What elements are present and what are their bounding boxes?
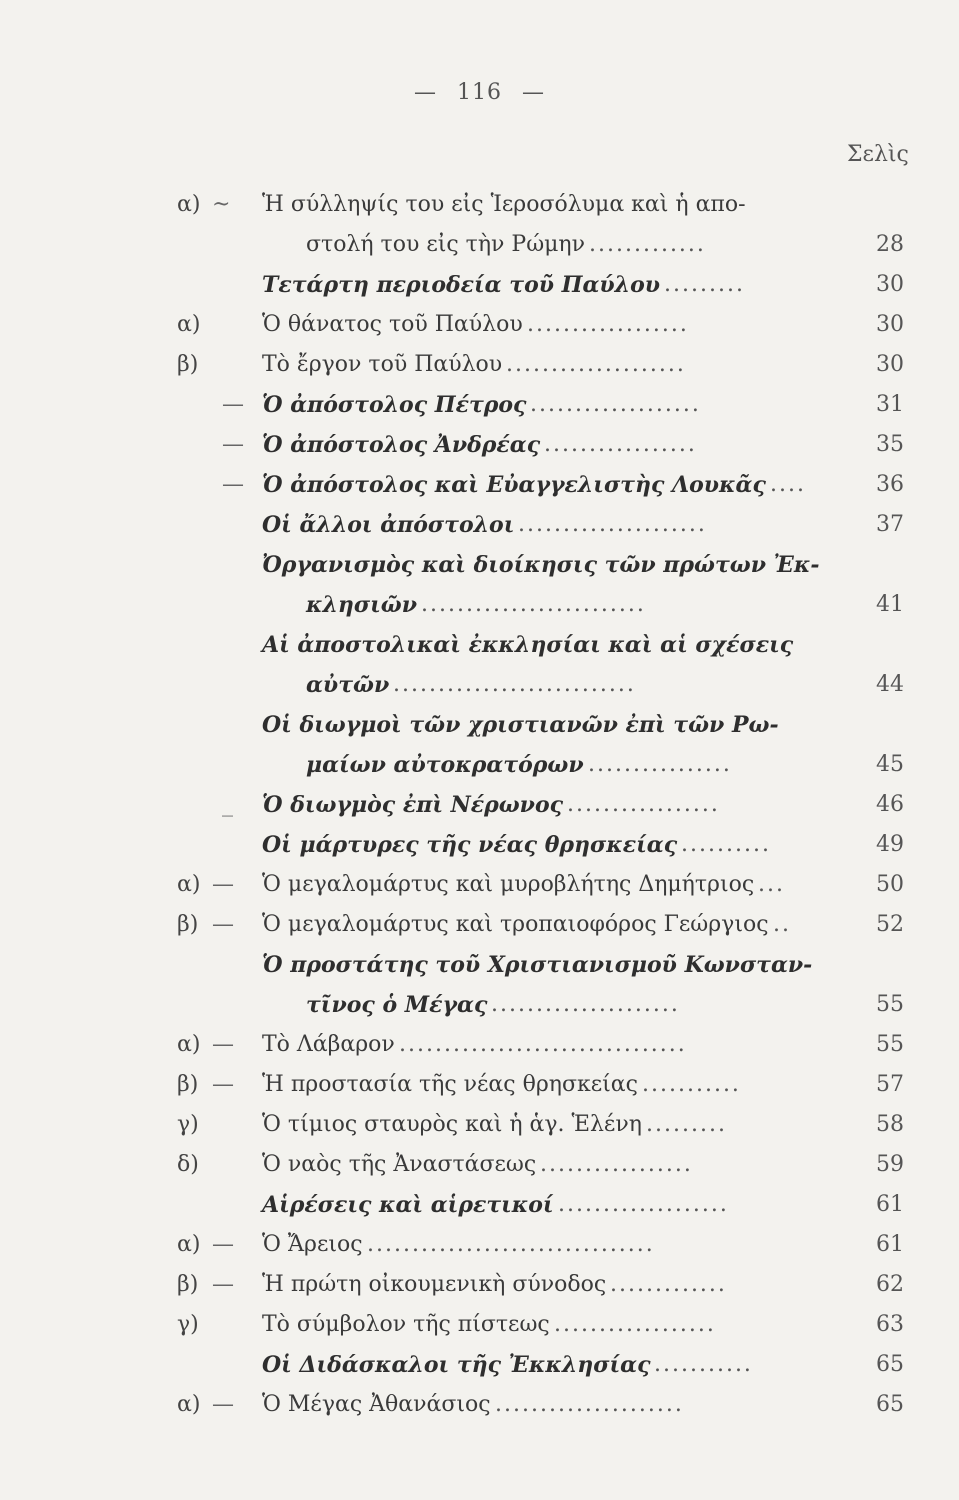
- margin-mark: —: [212, 912, 234, 937]
- dot-leader: ...........................: [393, 672, 636, 697]
- toc-entry-title: Ἡ προστασία τῆς νέας θρησκείας: [262, 1072, 638, 1097]
- dot-leader: ..........: [681, 832, 771, 857]
- toc-entry-title: Αἱ ἀποστολικαὶ ἐκκλησίαι καὶ αἱ σχέσεις: [262, 632, 794, 658]
- toc-entry-page: 44: [876, 672, 904, 697]
- dot-leader: .................: [544, 432, 697, 457]
- toc-entry-page: 35: [876, 432, 904, 457]
- toc-entry-title: μαίων αὐτοκρατόρων: [306, 752, 584, 778]
- dot-leader: ..................: [554, 1312, 716, 1337]
- toc-entry-label: α): [177, 1032, 201, 1057]
- toc-entry-page: 37: [876, 512, 904, 537]
- dot-leader: ................................: [399, 1032, 687, 1057]
- toc-entry: [0, 1025, 959, 1065]
- toc-entry: [0, 1385, 959, 1425]
- toc-entry-page: 61: [876, 1192, 904, 1217]
- toc-entry-label: α): [177, 312, 201, 337]
- toc-entry-page: 30: [876, 272, 904, 297]
- toc-entry: [0, 945, 959, 985]
- margin-mark: —: [212, 1272, 234, 1297]
- toc-entry-title: Οἱ Διδάσκαλοι τῆς Ἐκκλησίας: [262, 1352, 651, 1378]
- toc-entry-title: Ὁ τίμιος σταυρὸς καὶ ἡ ἁγ. Ἑλένη: [262, 1112, 642, 1137]
- dot-leader: ................................: [367, 1232, 655, 1257]
- table-of-contents: [0, 185, 959, 1425]
- dot-leader: ...................: [530, 392, 701, 417]
- toc-entry-title: Ἡ πρώτη οἰκουμενικὴ σύνοδος: [262, 1272, 607, 1297]
- dot-leader: .....................: [491, 992, 680, 1017]
- toc-entry-title: τῖνος ὁ Μέγας: [306, 992, 488, 1018]
- dot-leader: .................: [567, 792, 720, 817]
- margin-mark: _: [222, 792, 233, 817]
- toc-entry-page: 49: [876, 832, 904, 857]
- page-number-value: 116: [457, 80, 502, 105]
- toc-entry-title: αὐτῶν: [306, 672, 390, 698]
- toc-entry-title: Ὀργανισμὸς καὶ διοίκησις τῶν πρώτων Ἐκ-: [262, 552, 820, 578]
- page-number: [0, 80, 959, 105]
- toc-entry: [0, 345, 959, 385]
- toc-entry: [0, 1305, 959, 1345]
- dot-leader: .........: [664, 272, 745, 297]
- toc-entry-label: α): [177, 1232, 201, 1257]
- toc-entry-title: Τὸ Λάβαρον: [262, 1032, 395, 1057]
- toc-entry-title: Ὁ θάνατος τοῦ Παύλου: [262, 312, 523, 337]
- toc-entry: [0, 585, 959, 625]
- margin-mark: —: [212, 1072, 234, 1097]
- dot-leader: .................: [540, 1152, 693, 1177]
- toc-entry-page: 57: [876, 1072, 904, 1097]
- dot-leader: .............: [610, 1272, 727, 1297]
- toc-entry-title: Τὸ σύμβολον τῆς πίστεως: [262, 1312, 550, 1337]
- toc-entry: [0, 1105, 959, 1145]
- toc-entry-page: 45: [876, 752, 904, 777]
- dot-leader: ...........: [654, 1352, 753, 1377]
- toc-entry-label: α): [177, 872, 201, 897]
- toc-entry-title: Ὁ ναὸς τῆς Ἀναστάσεως: [262, 1152, 537, 1177]
- dot-leader: .............: [589, 232, 706, 257]
- dot-leader: ....................: [506, 352, 686, 377]
- toc-entry-page: 41: [876, 592, 904, 617]
- toc-entry-title: Ὁ Ἄρειος: [262, 1232, 363, 1257]
- toc-entry-title: Αἱρέσεις καὶ αἱρετικοί: [262, 1192, 554, 1218]
- toc-entry-page: 63: [876, 1312, 904, 1337]
- toc-entry-label: δ): [177, 1152, 199, 1177]
- margin-mark: ~: [212, 192, 231, 217]
- toc-entry: [0, 1145, 959, 1185]
- dot-leader: .........................: [421, 592, 646, 617]
- margin-mark: —: [212, 1392, 234, 1417]
- toc-entry: [0, 1225, 959, 1265]
- page-column-header: Σελὶς: [847, 142, 909, 167]
- dot-leader: .........: [646, 1112, 727, 1137]
- dot-leader: ...: [758, 872, 785, 897]
- margin-mark: —: [222, 392, 244, 417]
- toc-entry: [0, 745, 959, 785]
- toc-entry: [0, 1065, 959, 1105]
- margin-mark: —: [222, 432, 244, 457]
- toc-entry-page: 65: [876, 1352, 904, 1377]
- toc-entry-label: β): [177, 1272, 199, 1297]
- toc-entry-title: Ὁ ἀπόστολος Πέτρος: [262, 392, 527, 418]
- dot-leader: ..................: [527, 312, 689, 337]
- margin-mark: —: [212, 1032, 234, 1057]
- dot-leader: ................: [588, 752, 732, 777]
- toc-entry: [0, 1185, 959, 1225]
- toc-entry-title: Ὁ μεγαλομάρτυς καὶ μυροβλήτης Δημήτριος: [262, 872, 755, 897]
- toc-entry-title: Ὁ προστάτης τοῦ Χριστιανισμοῦ Κωνσταν-: [262, 952, 813, 978]
- toc-entry-label: γ): [177, 1312, 199, 1337]
- toc-entry-page: 36: [876, 472, 904, 497]
- toc-entry-page: 30: [876, 352, 904, 377]
- toc-entry-page: 55: [876, 1032, 904, 1057]
- toc-entry-label: β): [177, 1072, 199, 1097]
- toc-entry: [0, 785, 959, 825]
- toc-entry: [0, 505, 959, 545]
- toc-entry: [0, 1265, 959, 1305]
- toc-entry-label: β): [177, 912, 199, 937]
- dot-leader: .....................: [495, 1392, 684, 1417]
- toc-entry-title: Ὁ ἀπόστολος Ἀνδρέας: [262, 432, 541, 458]
- toc-entry: [0, 985, 959, 1025]
- toc-entry-title: Τετάρτη περιοδεία τοῦ Παύλου: [262, 272, 661, 298]
- dot-leader: .....................: [518, 512, 707, 537]
- dot-leader: ..: [773, 912, 791, 937]
- toc-entry: [0, 185, 959, 225]
- toc-entry-label: α): [177, 192, 201, 217]
- toc-entry-title: Οἱ μάρτυρες τῆς νέας θρησκείας: [262, 832, 678, 858]
- toc-entry-label: α): [177, 1392, 201, 1417]
- page-number-dash-right: —: [522, 80, 545, 105]
- toc-entry: [0, 865, 959, 905]
- toc-entry-page: 59: [876, 1152, 904, 1177]
- toc-entry: [0, 225, 959, 265]
- toc-entry-title: Τὸ ἔργον τοῦ Παύλου: [262, 352, 503, 377]
- toc-entry: [0, 545, 959, 585]
- margin-mark: —: [212, 872, 234, 897]
- toc-entry-page: 65: [876, 1392, 904, 1417]
- toc-entry-title: Ὁ ἀπόστολος καὶ Εὐαγγελιστὴς Λουκᾶς: [262, 472, 766, 498]
- margin-mark: —: [212, 1232, 234, 1257]
- toc-entry-page: 28: [876, 232, 904, 257]
- toc-entry-page: 46: [876, 792, 904, 817]
- toc-entry: [0, 665, 959, 705]
- toc-entry-title: Ὁ διωγμὸς ἐπὶ Νέρωνος: [262, 792, 564, 818]
- toc-entry: [0, 825, 959, 865]
- toc-entry: [0, 1345, 959, 1385]
- toc-entry-title: Οἱ διωγμοὶ τῶν χριστιανῶν ἐπὶ τῶν Ρω-: [262, 712, 779, 738]
- toc-entry-page: 52: [876, 912, 904, 937]
- dot-leader: ...........: [642, 1072, 741, 1097]
- toc-entry-label: β): [177, 352, 199, 377]
- toc-entry-page: 61: [876, 1232, 904, 1257]
- toc-entry-page: 30: [876, 312, 904, 337]
- toc-entry-page: 58: [876, 1112, 904, 1137]
- toc-entry-page: 55: [876, 992, 904, 1017]
- toc-entry-label: γ): [177, 1112, 199, 1137]
- toc-entry: [0, 625, 959, 665]
- toc-entry: [0, 265, 959, 305]
- page-number-dash-left: —: [414, 80, 437, 105]
- toc-entry-title: Ἡ σύλληψίς του εἰς Ἱεροσόλυμα καὶ ἡ απο-: [262, 192, 746, 217]
- dot-leader: ....: [770, 472, 806, 497]
- toc-entry-page: 62: [876, 1272, 904, 1297]
- toc-entry-page: 50: [876, 872, 904, 897]
- toc-entry: [0, 385, 959, 425]
- toc-entry: [0, 465, 959, 505]
- toc-entry-page: 31: [876, 392, 904, 417]
- toc-entry: [0, 705, 959, 745]
- toc-entry-title: Ὁ Μέγας Ἀθανάσιος: [262, 1392, 491, 1417]
- toc-entry: [0, 905, 959, 945]
- toc-entry-title: στολή του εἰς τὴν Ρώμην: [306, 232, 585, 257]
- dot-leader: ...................: [558, 1192, 729, 1217]
- toc-entry: [0, 425, 959, 465]
- toc-entry-title: κλησιῶν: [306, 592, 417, 618]
- toc-entry-title: Οἱ ἄλλοι ἀπόστολοι: [262, 512, 515, 538]
- margin-mark: —: [222, 472, 244, 497]
- toc-entry: [0, 305, 959, 345]
- toc-entry-title: Ὁ μεγαλομάρτυς καὶ τροπαιοφόρος Γεώργιος: [262, 912, 769, 937]
